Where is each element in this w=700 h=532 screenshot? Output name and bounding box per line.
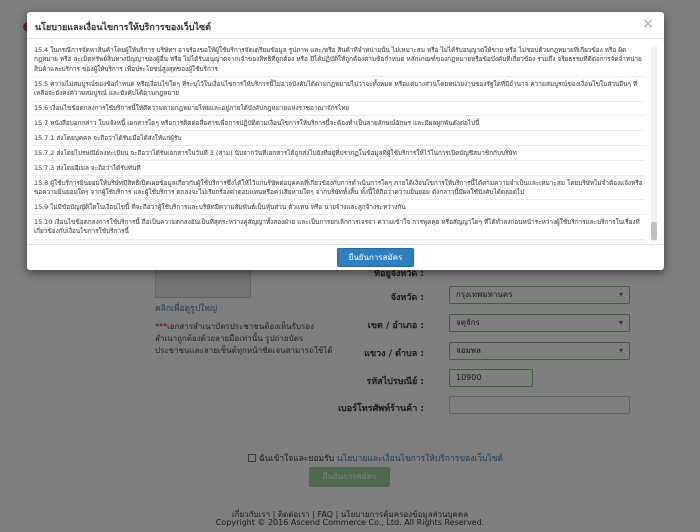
policy-item: 15.7 หนังสือบอกกล่าว ใบแจ้งหนี้ เอกสารใดๆ หรือการติดต่อสื่อสารเพื่อการปฏิบัติตามเงื่อนไขการให้บริการนี้จะต้องทำเป็นลายลักษณ์อักษร และมีผลผูกพันดังต่อไปนี้	[33, 119, 645, 131]
policy-item: 15.7.2 ส่งโดยไปรษณีย์ลงทะเบียน จะถือว่าได้รับเอกสารในวันที่ 3 (สาม) นับจากวันที่เอกสารได้ถูกส่งไปยังที่อยู่ที่ปรากฏในข้อมูลที่ผู้ใช้บริการให้ไว้ในการเปิดบัญชีสมาชิกกับบริษัท	[33, 149, 645, 161]
policy-item: 15.10 เงื่อนไขข้อตกลงการใช้บริการนี้ ถือเป็นความตกลงอันเป็นที่สุดระหว่างคู่สัญญาทั้งสองฝ่าย และเป็นการยกเลิกการเจรจา ความเข้าใจ การพูดคุย หรือสัญญาใดๆ ที่ได้ทำลงก่อนหน้าระหว่างผู้ใช้บริการและบริการในเรื่องที่เกี่ยวข้องกับเงื่อนไขการใช้บริการนี้	[33, 218, 645, 240]
modal-footer	[27, 244, 664, 270]
modal-scrollbar[interactable]	[651, 46, 657, 242]
modal-title: นโยบายและเงื่อนไขการให้บริการของเว็บไซต์	[35, 23, 211, 33]
policy-list	[33, 46, 645, 242]
policy-item: 15.7.3 ส่งโดยอีเมล จะถือว่าได้รับทันที	[33, 164, 645, 176]
policy-item: 15.4 ในกรณีการจัดหาสินค้าโดยผู้ให้บริการ บริษัทฯ อาจร้องขอให้ผู้ใช้บริการจัดเตรียมข้อมูล รูปภาพ และ/หรือ สินค้าที่จำหน่ายนั้น ไม่เหมาะสม หรือ ไม่ได้รับอนุญาตให้ขาย หรือ ไม่ชอบด้วยกฎหมายที่เกี่ยวข้อง หรือ ผิดกฎหมาย หรือ ละเมิดทรัพย์สินทางปัญญาของผู้อื่น หรือ ไม่ได้รับอนุญาตจากเจ้าของสิทธิที่ถูกต้อง หรือ มีได้ปฏิบัติให้ถูกต้องตามข้อกำหนด หลักเกณฑ์ของกฎหมายหรือข้อบังคับที่เกี่ยวข้อง รวมถึง จริยธรรมที่ดีต่อการจัดจำหน่ายสินค้าและบริการ ของผู้ให้บริการ เพื่อประโยชน์สูงสุดของผู้ใช้บริการ	[33, 46, 645, 77]
modal-body[interactable]	[33, 46, 657, 242]
policy-item: 15.5 ความไม่สมบูรณ์ของข้อกำหนด หรือเงื่อนไขใดๆ ที่ระบุไว้ในเงื่อนไขการให้บริการนี้ไม่อาจบังคับได้ตามกฎหมายไม่ว่าจะทั้งหมด หรือแต่บางส่วนโดยหน่วยงานของรัฐใดที่มีอำนาจ ความสมบูรณ์ของเงื่อนไขในส่วนอื่นๆ ที่เหลือจะยังคงความสมบูรณ์ และบังคับได้ตามกฎหมาย	[33, 80, 645, 102]
close-icon[interactable]: ×	[642, 16, 654, 32]
policy-item: 15.9 ไม่มีข้อบัญญัติใดในเงื่อนไขนี้ ที่จะถือว่าผู้ใช้บริการและบริษัทมีความสัมพันธ์เป็นหุ้นส่วน ตัวแทน หรือ นายจ้างและลูกจ้างระหว่างกัน	[33, 203, 645, 215]
accept-terms-button[interactable]: ยืนยันการสมัคร	[337, 248, 414, 267]
scrollbar-thumb[interactable]	[651, 222, 657, 240]
terms-modal	[27, 12, 664, 270]
policy-item: 15.8 ผู้ใช้บริการยินยอมให้บริษัทมีสิทธิเปิดเผยข้อมูลเกี่ยวกับผู้ใช้บริการซึ่งได้ให้ไว้แก่บริษัทต่อบุคคลที่เกี่ยวข้องกับการดำเนินการใดๆ ภายใต้เงื่อนไขการให้บริการนี้ได้ตามความจำเป็นและเหมาะสม โดยบริษัทไม่จำต้องแจ้งหรือขอความยินยอมใดๆ จากผู้ใช้บริการ และผู้ใช้บริการ ตกลงจะไม่เรียกร้องค่าตอบแทนหรือค่าเสียหายใดๆ จากบริษัททั้งสิ้น ทั้งนี้ให้ถือว่าความยินยอม ดังกล่าวนี้มีผลใช้บังคับได้ตลอดไป	[33, 179, 645, 201]
modal-header	[27, 12, 664, 39]
policy-item: 15.7.1 ส่งโดยบุคคล จะถือว่าได้รับเมื่อได้ส่งให้แก่ผู้รับ	[33, 134, 645, 146]
policy-item: 15.6 เงื่อนไขข้อตกลงการใช้บริการนี้ให้ตีความตามกฎหมายไทยและอยู่ภายใต้บังคับกฎหมายแห่งราชอาณาจักรไทย	[33, 104, 645, 116]
